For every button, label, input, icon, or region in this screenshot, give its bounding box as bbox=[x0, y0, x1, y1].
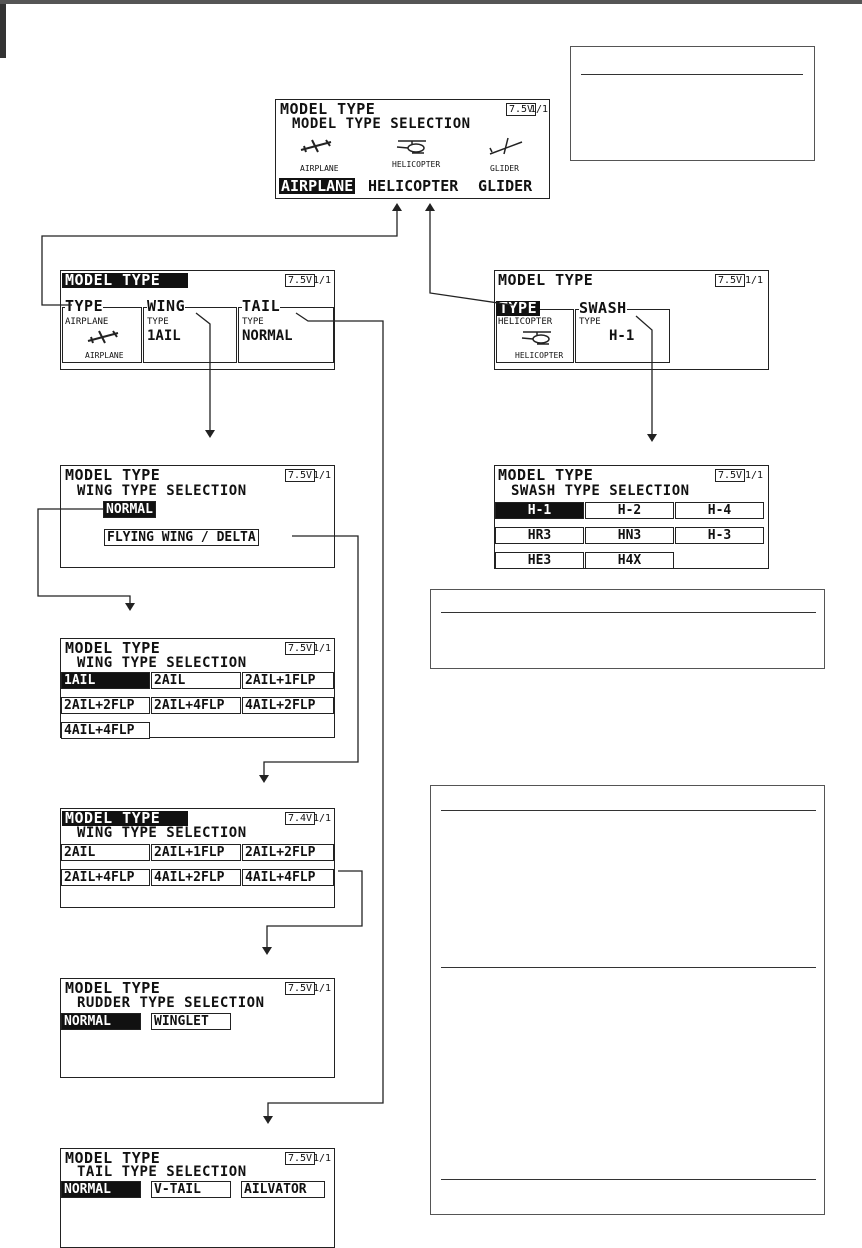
option-h4x[interactable]: H4X bbox=[585, 552, 674, 569]
screen-title: MODEL TYPE bbox=[65, 979, 161, 997]
screen-subtitle: RUDDER TYPE SELECTION bbox=[77, 995, 265, 1011]
page-indicator: 1/1 bbox=[313, 983, 332, 994]
option-4ail-4flp[interactable]: 4AIL+4FLP bbox=[61, 722, 150, 739]
type-label: TYPE bbox=[496, 301, 540, 316]
option-ailvator[interactable]: AILVATOR bbox=[241, 1181, 325, 1198]
option-2ail-4flp[interactable]: 2AIL+4FLP bbox=[151, 697, 241, 714]
type-icon-label: HELICOPTER bbox=[515, 351, 564, 360]
wing-label: WING bbox=[147, 297, 186, 315]
option-2ail-1flp[interactable]: 2AIL+1FLP bbox=[242, 672, 334, 689]
option-2ail-1flp[interactable]: 2AIL+1FLP bbox=[151, 844, 241, 861]
option-4ail-2flp[interactable]: 4AIL+2FLP bbox=[151, 869, 241, 886]
battery-indicator: 7.5V bbox=[715, 469, 745, 482]
option-he3[interactable]: HE3 bbox=[495, 552, 584, 569]
option-h-4[interactable]: H-4 bbox=[675, 502, 764, 519]
connector-airplane-to-select bbox=[42, 207, 397, 305]
wing-value: 1AIL bbox=[147, 328, 181, 344]
battery-indicator: 7.5V bbox=[285, 274, 315, 287]
page-indicator: 1/1 bbox=[313, 275, 332, 286]
page-indicator: 1/1 bbox=[530, 104, 549, 115]
helicopter-icon-label: HELICOPTER bbox=[392, 160, 441, 169]
screen-title: MODEL TYPE bbox=[498, 466, 594, 484]
option-flying-wing-delta[interactable]: FLYING WING / DELTA bbox=[104, 529, 259, 546]
page-indicator: 1/1 bbox=[745, 275, 764, 286]
option-2ail-4flp[interactable]: 2AIL+4FLP bbox=[61, 869, 150, 886]
connector-delta-list-to-rudder bbox=[267, 871, 362, 951]
battery-indicator: 7.5V bbox=[285, 1152, 315, 1165]
connector-normal-to-list bbox=[38, 509, 130, 607]
page-indicator: 1/1 bbox=[313, 643, 332, 654]
screen-title: MODEL TYPE bbox=[65, 1149, 161, 1167]
screen-subtitle: WING TYPE SELECTION bbox=[77, 483, 247, 499]
battery-indicator: 7.5V bbox=[285, 469, 315, 482]
option-1ail[interactable]: 1AIL bbox=[61, 672, 150, 689]
option-h-3[interactable]: H-3 bbox=[675, 527, 764, 544]
option-h-2[interactable]: H-2 bbox=[585, 502, 674, 519]
screen-subtitle: SWASH TYPE SELECTION bbox=[511, 483, 690, 499]
glider-icon-label: GLIDER bbox=[490, 164, 519, 173]
option-4ail-4flp[interactable]: 4AIL+4FLP bbox=[242, 869, 334, 886]
screen-title: MODEL TYPE bbox=[65, 466, 161, 484]
battery-indicator: 7.5V bbox=[715, 274, 745, 287]
swash-label: SWASH bbox=[579, 299, 627, 317]
option-2ail-2flp[interactable]: 2AIL+2FLP bbox=[61, 697, 150, 714]
screen-title: MODEL TYPE bbox=[280, 100, 376, 118]
tail-sub: TYPE bbox=[242, 317, 264, 327]
screen-title: MODEL TYPE bbox=[498, 271, 594, 289]
connector-tail-to-tailselect bbox=[268, 313, 383, 1120]
battery-indicator: 7.5V bbox=[506, 103, 536, 116]
screen-subtitle: WING TYPE SELECTION bbox=[77, 655, 247, 671]
option-airplane[interactable]: AIRPLANE bbox=[281, 177, 354, 195]
option-normal[interactable]: NORMAL bbox=[61, 1181, 141, 1198]
connector-swash-to-swashselect bbox=[636, 316, 652, 438]
swash-value: H-1 bbox=[609, 328, 635, 344]
connector-delta-to-list bbox=[264, 536, 358, 779]
screen-subtitle: WING TYPE SELECTION bbox=[77, 825, 247, 841]
option-normal[interactable]: NORMAL bbox=[61, 1013, 141, 1030]
type-label: TYPE bbox=[65, 297, 104, 315]
page-indicator: 1/1 bbox=[313, 813, 332, 824]
type-sub: AIRPLANE bbox=[65, 317, 109, 327]
tail-value: NORMAL bbox=[242, 328, 293, 344]
screen-title: MODEL TYPE bbox=[65, 639, 161, 657]
option-hn3[interactable]: HN3 bbox=[585, 527, 674, 544]
option-2ail[interactable]: 2AIL bbox=[61, 844, 150, 861]
option-normal[interactable]: NORMAL bbox=[103, 501, 156, 518]
screen-subtitle: TAIL TYPE SELECTION bbox=[77, 1164, 247, 1180]
option-2ail[interactable]: 2AIL bbox=[151, 672, 241, 689]
page-indicator: 1/1 bbox=[313, 470, 332, 481]
option-hr3[interactable]: HR3 bbox=[495, 527, 584, 544]
battery-indicator: 7.5V bbox=[285, 642, 315, 655]
option-2ail-2flp[interactable]: 2AIL+2FLP bbox=[242, 844, 334, 861]
option-h-1[interactable]: H-1 bbox=[495, 502, 584, 519]
wing-sub: TYPE bbox=[147, 317, 169, 327]
option-helicopter[interactable]: HELICOPTER bbox=[368, 177, 459, 195]
option-v-tail[interactable]: V-TAIL bbox=[151, 1181, 231, 1198]
screen-title: MODEL TYPE bbox=[62, 811, 188, 826]
screen-subtitle: MODEL TYPE SELECTION bbox=[292, 116, 471, 132]
airplane-icon-label: AIRPLANE bbox=[300, 164, 339, 173]
screen-title: MODEL TYPE bbox=[62, 273, 188, 288]
battery-indicator: 7.5V bbox=[285, 982, 315, 995]
type-icon-label: AIRPLANE bbox=[85, 351, 124, 360]
connector-heli-to-select bbox=[430, 207, 512, 305]
page-indicator: 1/1 bbox=[313, 1153, 332, 1164]
type-sub: HELICOPTER bbox=[498, 317, 553, 327]
tail-label: TAIL bbox=[242, 297, 281, 315]
battery-indicator: 7.4V bbox=[285, 812, 315, 825]
connector-wing-to-wingselect bbox=[196, 313, 210, 434]
page-indicator: 1/1 bbox=[745, 470, 764, 481]
swash-sub: TYPE bbox=[579, 317, 601, 327]
option-4ail-2flp[interactable]: 4AIL+2FLP bbox=[242, 697, 334, 714]
option-glider[interactable]: GLIDER bbox=[478, 177, 533, 195]
option-winglet[interactable]: WINGLET bbox=[151, 1013, 231, 1030]
